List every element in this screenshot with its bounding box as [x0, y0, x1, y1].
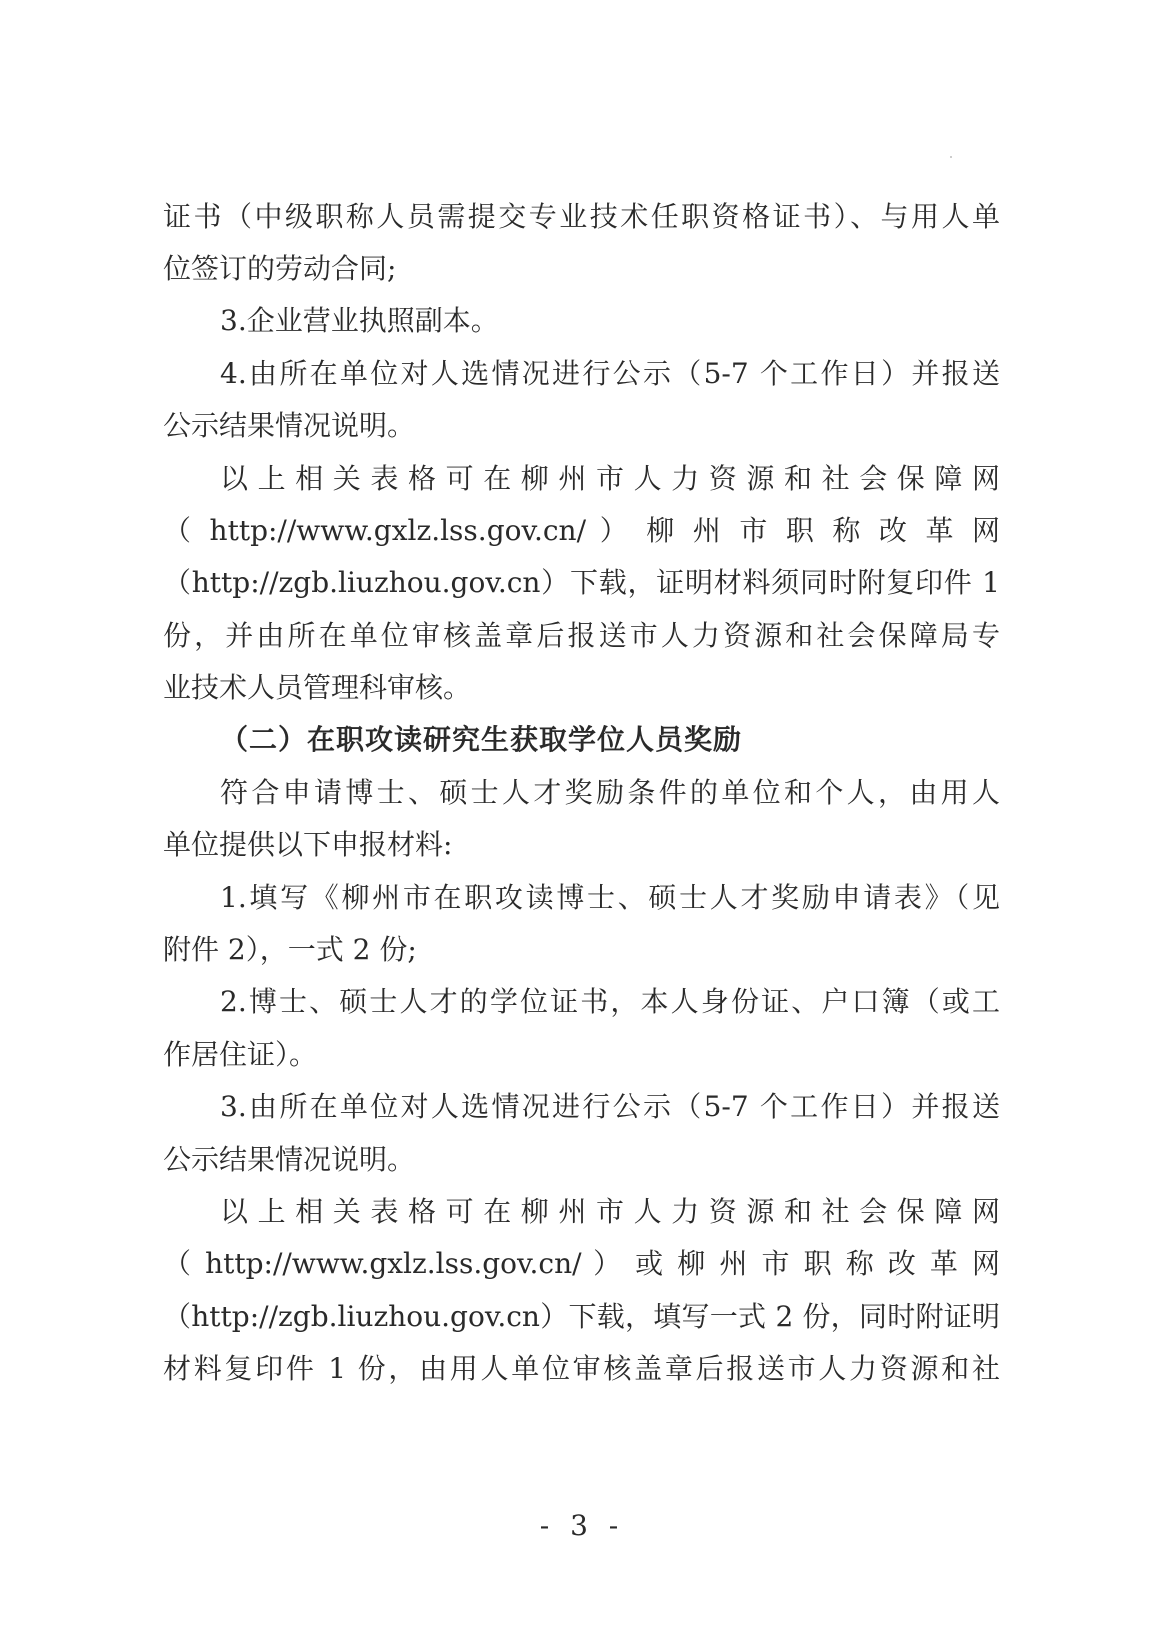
- paragraph-line: （ http://www.gxlz.lss.gov.cn/ ） 或 柳 州 市 职 称 改 革 网: [163, 1247, 1000, 1280]
- paragraph-line: 3.由所在单位对人选情况进行公示（5-7 个工作日）并报送: [220, 1090, 1000, 1123]
- paragraph-line: 作居住证）。: [163, 1038, 318, 1071]
- paragraph-line: （ http://www.gxlz.lss.gov.cn/ ） 柳 州 市 职 称 改 革 网: [163, 514, 1000, 547]
- paragraph-line: 公示结果情况说明。: [163, 409, 416, 442]
- paragraph-line: 4.由所在单位对人选情况进行公示（5-7 个工作日）并报送: [220, 357, 1000, 390]
- paragraph-line: （http://zgb.liuzhou.gov.cn）下载，证明材料须同时附复印件 1: [163, 566, 1000, 599]
- section-heading: （二）在职攻读研究生获取学位人员奖励: [220, 723, 743, 756]
- paragraph-line: 公示结果情况说明。: [163, 1143, 416, 1176]
- paragraph-line: （http://zgb.liuzhou.gov.cn）下载，填写一式 2 份，同时附证明: [163, 1300, 1000, 1333]
- paragraph-line: 单位提供以下申报材料:: [163, 828, 453, 861]
- paragraph-line: 份，并由所在单位审核盖章后报送市人力资源和社会保障局专: [163, 619, 1000, 652]
- paragraph-line: 3.企业营业执照副本。: [220, 304, 499, 337]
- paragraph-line: 符合申请博士、硕士人才奖励条件的单位和个人，由用人: [220, 776, 1000, 809]
- paragraph-line: 证书（中级职称人员需提交专业技术任职资格证书）、与用人单: [163, 200, 1000, 233]
- page-number: - 3 -: [539, 1509, 625, 1542]
- paragraph-line: 位签订的劳动合同;: [163, 252, 397, 285]
- paragraph-line: 以上相关表格可在柳州市人力资源和社会保障网: [220, 1195, 1000, 1228]
- paragraph-line: 以上相关表格可在柳州市人力资源和社会保障网: [220, 462, 1000, 495]
- paragraph-line: 材料复印件 1 份，由用人单位审核盖章后报送市人力资源和社: [163, 1352, 1000, 1385]
- paragraph-line: 1.填写《柳州市在职攻读博士、硕士人才奖励申请表》（见: [220, 881, 1000, 914]
- paragraph-line: 附件 2），一式 2 份;: [163, 933, 417, 966]
- paragraph-line: 业技术人员管理科审核。: [163, 671, 472, 704]
- scan-speck: [950, 156, 952, 158]
- paragraph-line: 2.博士、硕士人才的学位证书，本人身份证、户口簿（或工: [220, 985, 1000, 1018]
